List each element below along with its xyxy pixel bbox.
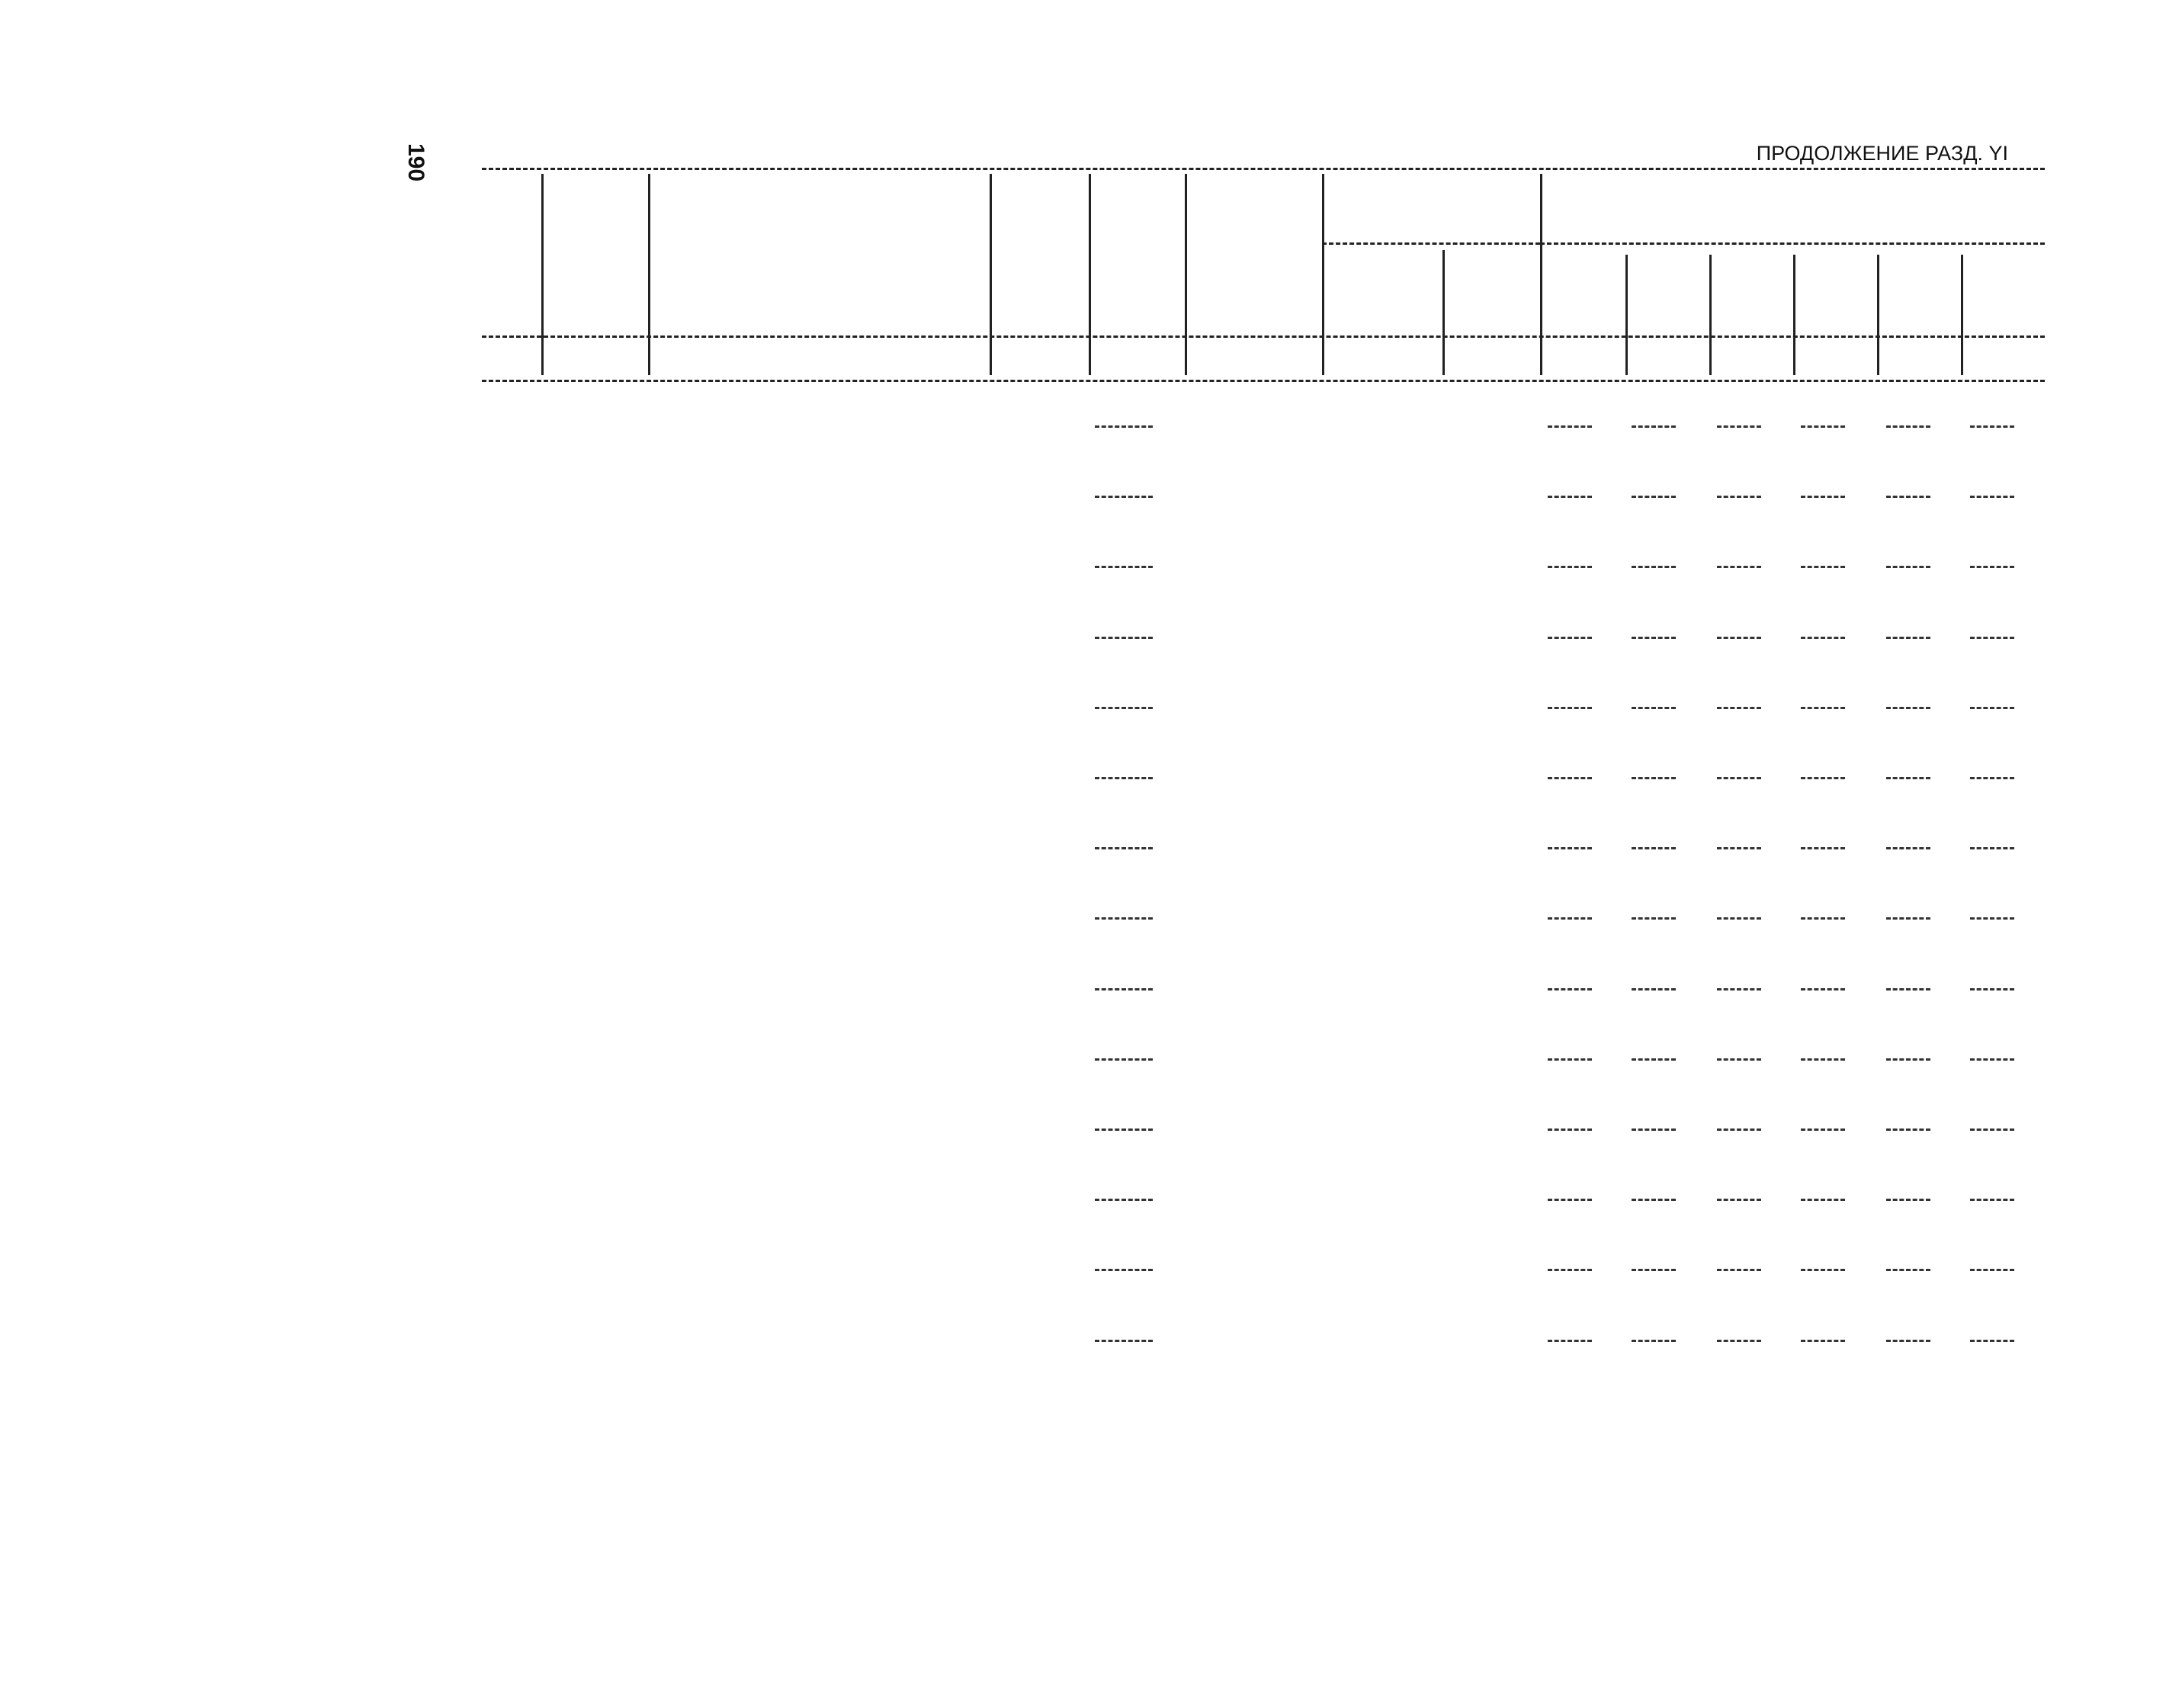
price-separator [1886,1199,1930,1201]
price-separator [1632,917,1676,920]
price-separator [1970,566,2014,568]
price-separator [1632,1058,1676,1061]
price-separator [1970,917,2014,920]
price-separator [1548,847,1592,849]
price-separator [1632,425,1676,428]
price-separator [1632,777,1676,779]
price-separator [1801,1058,1845,1061]
mass-separator [1095,707,1153,709]
price-separator [1801,917,1845,920]
price-separator [1632,637,1676,639]
price-separator [1970,1199,2014,1201]
price-separator [1801,777,1845,779]
price-separator [1548,1340,1592,1342]
price-separator [1717,637,1761,639]
price-separator [1970,1269,2014,1271]
price-separator [1801,1269,1845,1271]
price-separator [1717,425,1761,428]
price-separator [1886,496,1930,498]
mass-separator [1095,637,1153,639]
price-separator [1717,1199,1761,1201]
header-top-rule [482,168,2045,170]
price-separator [1717,566,1761,568]
price-separator [1717,777,1761,779]
price-separator [1717,1340,1761,1342]
region-group-rule [1540,242,2045,245]
mass-separator [1095,847,1153,849]
mass-separator [1095,1128,1153,1131]
price-separator [1801,1128,1845,1131]
price-separator [1970,1058,2014,1061]
price-separator [1717,847,1761,849]
mass-separator [1095,566,1153,568]
price-separator [1548,917,1592,920]
header-divider [648,174,650,375]
price-separator [1632,1340,1676,1342]
price-separator [1632,707,1676,709]
ref-group-rule [1322,242,1540,245]
price-separator [1970,988,2014,990]
price-separator [1548,1128,1592,1131]
price-separator [1886,777,1930,779]
price-separator [1886,1058,1930,1061]
mass-separator [1095,777,1153,779]
price-separator [1548,1058,1592,1061]
mass-separator [1095,1340,1153,1342]
price-separator [1970,707,2014,709]
price-separator [1548,1199,1592,1201]
price-separator [1886,1340,1930,1342]
mass-separator [1095,496,1153,498]
price-separator [1717,1128,1761,1131]
price-separator [1801,1340,1845,1342]
mass-separator [1095,1199,1153,1201]
price-separator [1632,1128,1676,1131]
price-separator [1717,707,1761,709]
header-divider [1793,255,1795,375]
price-separator [1801,566,1845,568]
price-separator [1886,425,1930,428]
header-divider [1961,255,1963,375]
price-separator [1886,917,1930,920]
header-divider [541,174,544,375]
mass-separator [1095,425,1153,428]
price-separator [1548,425,1592,428]
mass-separator [1095,1269,1153,1271]
price-separator [1717,1269,1761,1271]
header-divider [1322,174,1324,375]
column-numbers-rule [482,380,2045,382]
header-divider [1089,174,1091,375]
price-separator [1548,566,1592,568]
price-separator [1717,496,1761,498]
price-separator [1801,496,1845,498]
price-separator [1801,425,1845,428]
price-separator [1970,847,2014,849]
price-separator [1632,566,1676,568]
price-separator [1970,1340,2014,1342]
mass-separator [1095,988,1153,990]
price-separator [1970,777,2014,779]
price-separator [1548,707,1592,709]
price-separator [1970,637,2014,639]
price-separator [1886,1269,1930,1271]
mass-separator [1095,1058,1153,1061]
price-separator [1548,1269,1592,1271]
price-separator [1632,1199,1676,1201]
price-separator [1632,988,1676,990]
price-separator [1548,777,1592,779]
price-separator [1801,1199,1845,1201]
price-separator [1886,988,1930,990]
continuation-caption: ПРОДОЛЖЕНИЕ РАЗД. YI [1756,142,2008,165]
header-divider [1709,255,1712,375]
price-separator [1548,496,1592,498]
price-separator [1632,496,1676,498]
page-number: 190 [403,143,428,182]
price-separator [1801,988,1845,990]
header-divider [1625,255,1628,375]
price-separator [1886,1128,1930,1131]
price-separator [1801,707,1845,709]
header-divider [1185,174,1187,375]
price-separator [1801,847,1845,849]
header-divider [990,174,992,375]
price-separator [1970,496,2014,498]
price-separator [1801,637,1845,639]
price-separator [1717,917,1761,920]
price-separator [1886,637,1930,639]
mass-separator [1095,917,1153,920]
price-separator [1717,988,1761,990]
header-bottom-rule [482,336,2045,338]
header-divider [1877,255,1879,375]
price-separator [1886,566,1930,568]
price-separator [1886,847,1930,849]
price-separator [1970,425,2014,428]
price-separator [1632,1269,1676,1271]
price-separator [1886,707,1930,709]
header-divider [1540,174,1542,375]
price-separator [1970,1128,2014,1131]
price-separator [1717,1058,1761,1061]
header-divider [1442,250,1445,375]
price-separator [1548,988,1592,990]
price-separator [1632,847,1676,849]
price-separator [1548,637,1592,639]
